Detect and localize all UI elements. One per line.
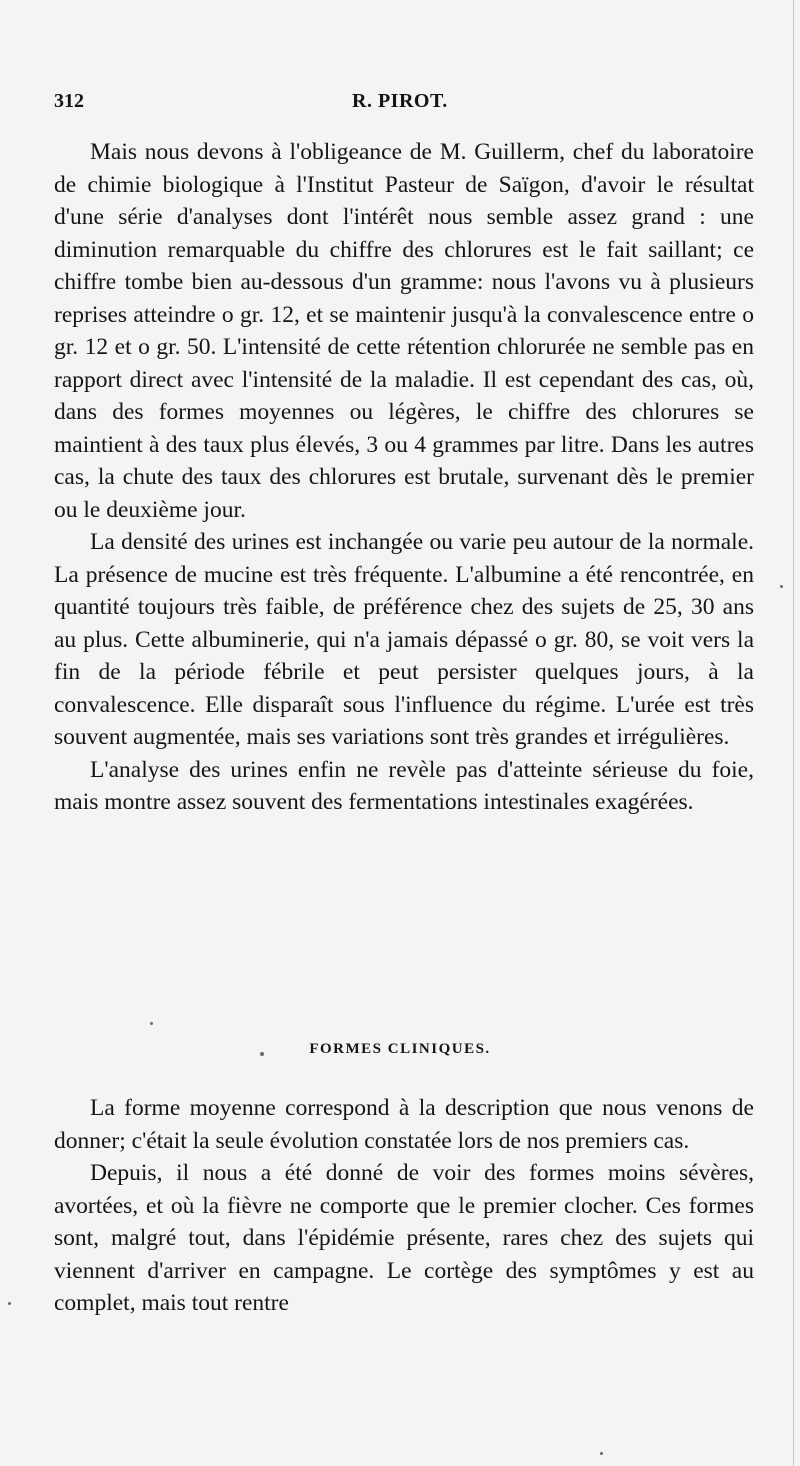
paragraph-analyse-urines: L'analyse des urines enfin ne revèle pas d'atteinte sérieuse du foie, mais montre assez souvent des fermentations intestinales exagérées.	[54, 756, 754, 815]
running-head	[54, 90, 754, 120]
running-title: R. PIROT.	[352, 90, 448, 112]
page-number: 312	[54, 90, 84, 112]
scan-speck	[600, 1452, 603, 1455]
scan-edge	[793, 0, 794, 1466]
paragraph-formes-avortees: Depuis, il nous a été donné de voir des formes moins sévères, avortées, et où la fièvre ne comporte que le premier clocher. Ces formes sont, malgré tout, dans l'épidémie présente, rares chez des sujets qui viennent d'arriver en campagne. Le cortège des symptômes y est au complet, mais tout rentre	[54, 1160, 754, 1316]
scan-speck	[150, 1022, 153, 1025]
paragraph-densite: La densité des urines est inchangée ou varie peu autour de la normale. La présence de mucine est très fréquente. L'albumine a été rencontrée, en quantité toujours très faible, de préférence chez des sujets de 25, 30 ans au plus. Cette albuminerie, qui n'a jamais dépassé o gr. 80, se voit vers la fin de la période fébrile et peut persister quelques jours, à la convalescence. Elle disparaît sous l'influence du régime. L'urée est très souvent augmentée, mais ses variations sont très grandes et irrégulières.	[54, 529, 754, 750]
scan-speck	[260, 1052, 264, 1056]
paragraph-chlorures: Mais nous devons à l'obligeance de M. Guillerm, chef du laboratoire de chimie biologique à l'Institut Pasteur de Saïgon, d'avoir le résultat d'une série d'analyses dont l'intérêt nous semble assez grand : une diminution remarquable du chiffre des chlorures est le fait saillant; ce chiffre tombe bien au-dessous d'un gramme: nous l'avons vu à plusieurs reprises atteindre o gr. 12, et se maintenir jusqu'à la convalescence entre o gr. 12 et o gr. 50. L'intensité de cette rétention chlorurée ne semble pas en rapport direct avec l'intensité de la maladie. Il est cependant des cas, où, dans des formes moyennes ou légères, le chiffre des chlorures se maintient à des taux plus élevés, 3 ou 4 grammes par litre. Dans les autres cas, la chute des taux des chlorures est brutale, survenant dès le premier ou le deuxième jour.	[54, 139, 754, 523]
section-heading: FORMES CLINIQUES.	[309, 1041, 491, 1057]
paragraph-forme-moyenne: La forme moyenne correspond à la description que nous venons de donner; c'était la seule évolution constatée lors de nos premiers cas.	[54, 1095, 754, 1154]
body-text-lower	[54, 1092, 754, 1320]
scan-speck	[8, 1302, 11, 1305]
body-text-upper	[54, 136, 754, 819]
scan-speck	[780, 585, 783, 588]
